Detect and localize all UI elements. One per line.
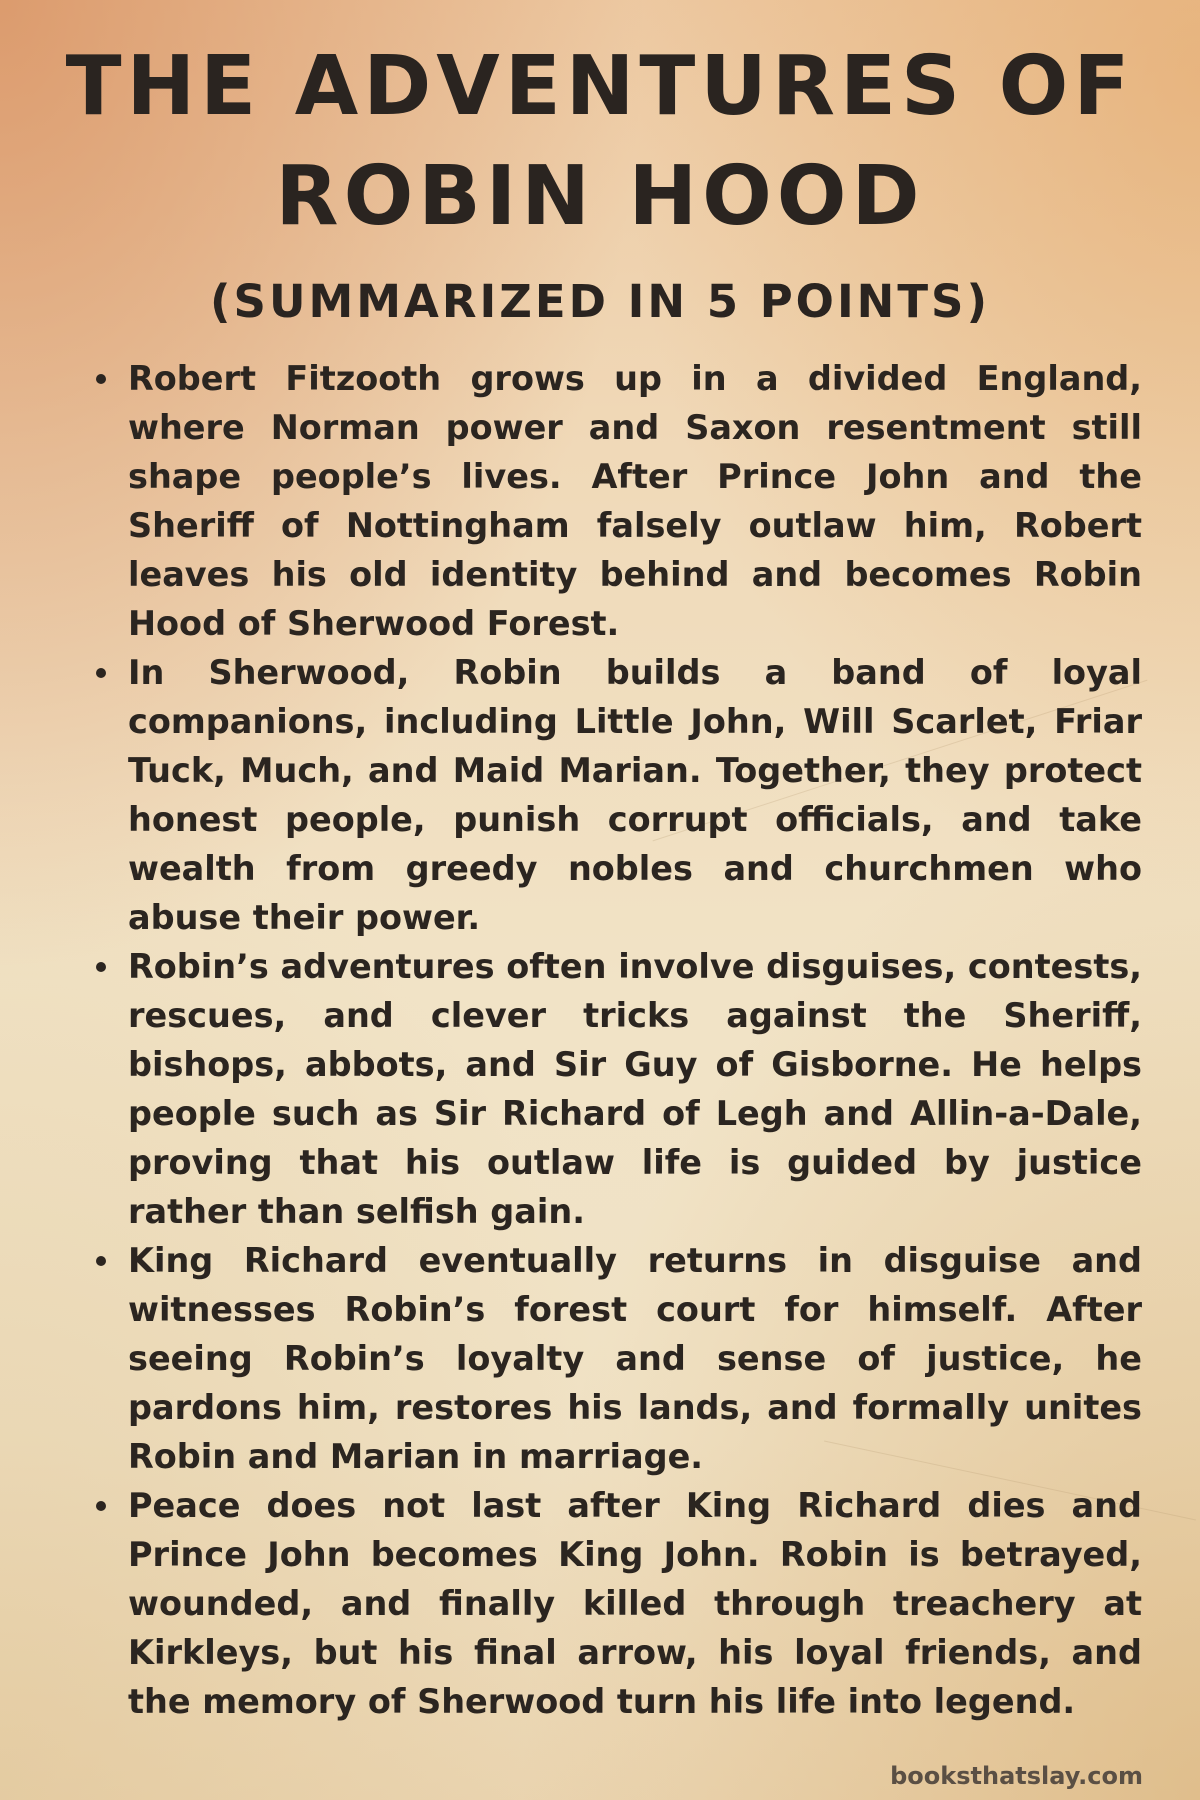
summary-point bbox=[90, 942, 1142, 1236]
page-title-line-2: ROBIN HOOD bbox=[275, 149, 925, 244]
source-website-credit: booksthatslay.com bbox=[890, 1762, 1143, 1790]
bullet-icon bbox=[96, 668, 106, 678]
summary-point-text: Robert Fitzooth grows up in a divided England, where Norman power and Saxon resentment still shape people’s lives. After Prince John and the Sheriff of Nottingham falsely outlaw him, Robert leaves his old identity behind and becomes Robin Hood of Sherwood Forest. bbox=[128, 359, 1142, 643]
summary-points-list bbox=[90, 354, 1142, 1726]
bullet-icon bbox=[96, 374, 106, 384]
summary-point-text: King Richard eventually returns in disguise and witnesses Robin’s forest court for himself. After seeing Robin’s loyalty and sense of justice, he pardons him, restores his lands, and formally unites Robin and Marian in marriage. bbox=[128, 1241, 1142, 1476]
summary-point bbox=[90, 1481, 1142, 1726]
bullet-icon bbox=[96, 1501, 106, 1511]
summary-point-text: Peace does not last after King Richard dies and Prince John becomes King John. Robin is betrayed, wounded, and finally killed through treachery at Kirkleys, but his final arrow, his loyal friends, and the memory of Sherwood turn his life into legend. bbox=[128, 1486, 1142, 1721]
summary-point-text: Robin’s adventures often involve disguises, contests, rescues, and clever tricks against the Sheriff, bishops, abbots, and Sir Guy of Gisborne. He helps people such as Sir Richard of Legh and Allin-a-Dale, proving that his outlaw life is guided by justice rather than selfish gain. bbox=[128, 947, 1142, 1231]
bullet-icon bbox=[96, 962, 106, 972]
page-title-line-1: THE ADVENTURES OF bbox=[65, 39, 1135, 134]
summary-point-text: In Sherwood, Robin builds a band of loyal companions, including Little John, Will Scarlet, Friar Tuck, Much, and Maid Marian. Together, they protect honest people, punish corrupt officials, and take wealth from greedy nobles and churchmen who abuse their power. bbox=[128, 653, 1142, 937]
bullet-icon bbox=[96, 1256, 106, 1266]
summary-point bbox=[90, 1236, 1142, 1481]
page-subtitle: (SUMMARIZED IN 5 POINTS) bbox=[209, 275, 991, 328]
summary-point bbox=[90, 648, 1142, 942]
summary-point bbox=[90, 354, 1142, 648]
